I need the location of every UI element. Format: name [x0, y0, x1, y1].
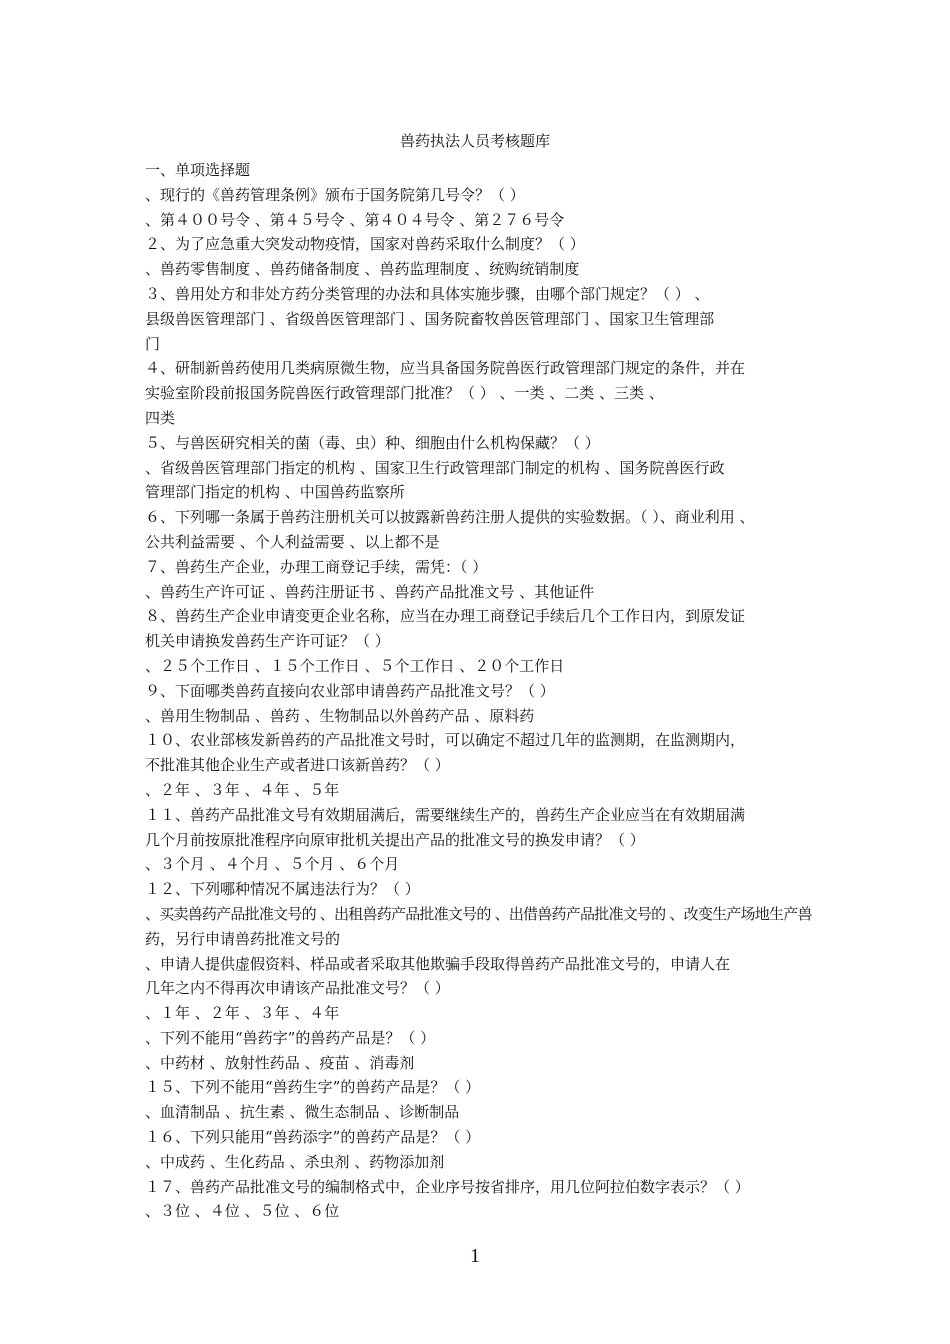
text-line: 几年之内不得再次申请该产品批准文号？（ ） — [145, 979, 450, 998]
text-line: 、３位 、４位 、５位 、６位 — [145, 1202, 340, 1221]
text-line: 几个月前按原批准程序向原审批机关提出产品的批准文号的换发申请？（ ） — [145, 830, 645, 849]
text-line: ９、下面哪类兽药直接向农业部申请兽药产品批准文号？（ ） — [145, 681, 555, 700]
text-line: 管理部门指定的机构 、中国兽药监察所 — [145, 483, 405, 502]
text-line: １７、兽药产品批准文号的编制格式中，企业序号按省排序，用几位阿拉伯数字表示？（ ） — [145, 1177, 750, 1196]
text-line: 、省级兽医管理部门指定的机构 、国家卫生行政管理部门制定的机构 、国务院兽医行政 — [145, 458, 725, 477]
text-line: １６、下列只能用“兽药添字”的兽药产品是？（ ） — [145, 1128, 481, 1147]
text-line: 四类 — [145, 408, 176, 427]
page-number: 1 — [470, 1245, 480, 1267]
text-line: ３、兽用处方和非处方药分类管理的办法和具体实施步骤，由哪个部门规定？（ ） 、 — [145, 284, 710, 303]
text-line: 、２５个工作日 、１５个工作日 、５个工作日 、２０个工作日 — [145, 656, 565, 675]
text-line: １１、兽药产品批准文号有效期届满后，需要继续生产的，兽药生产企业应当在有效期届满 — [145, 805, 746, 824]
text-line: 、兽药生产许可证 、兽药注册证书 、兽药产品批准文号 、其他证件 — [145, 582, 595, 601]
text-line: １５、下列不能用“兽药生字”的兽药产品是？（ ） — [145, 1078, 481, 1097]
text-line: １０、农业部核发新兽药的产品批准文号时，可以确定不超过几年的监测期，在监测期内， — [145, 731, 746, 750]
text-line: 、中成药 、生化药品 、杀虫剂 、药物添加剂 — [145, 1152, 445, 1171]
text-line: 、兽药零售制度 、兽药储备制度 、兽药监理制度 、统购统销制度 — [145, 260, 580, 279]
text-line: 一、单项选择题 — [145, 161, 251, 179]
text-line: ７、兽药生产企业，办理工商登记手续，需凭：（ ） — [145, 557, 488, 576]
text-line: 不批准其他企业生产或者进口该新兽药？（ ） — [145, 756, 450, 775]
text-line: 、２年 、３年 、４年 、５年 — [145, 780, 340, 799]
text-line: 药，另行申请兽药批准文号的 — [145, 929, 341, 948]
text-line: 县级兽医管理部门 、省级兽医管理部门 、国务院畜牧兽医管理部门 、国家卫生管理部 — [145, 309, 715, 328]
text-line: 、血清制品 、抗生素 、微生态制品 、诊断制品 — [145, 1103, 460, 1122]
text-line: 、下列不能用“兽药字”的兽药产品是？（ ） — [145, 1028, 436, 1047]
text-line: 、３个月 、４个月 、５个月 、６个月 — [145, 855, 400, 874]
text-line: ２、为了应急重大突发动物疫情，国家对兽药采取什么制度？（ ） — [145, 235, 585, 254]
text-line: ８、兽药生产企业申请变更企业名称，应当在办理工商登记手续后几个工作日内，到原发证 — [145, 607, 746, 626]
text-line: 、现行的《兽药管理条例》颁布于国务院第几号令？（ ） — [145, 185, 525, 204]
text-line: 实验室阶段前报国务院兽医行政管理部门批准？（ ） 、一类 、二类 、三类 、 — [145, 384, 664, 403]
text-line: 机关申请换发兽药生产许可证？（ ） — [145, 632, 390, 651]
text-line: 公共利益需要 、个人利益需要 、以上都不是 — [145, 532, 440, 551]
document-title: 兽药执法人员考核题库 — [399, 132, 550, 150]
text-line: ６、下列哪一条属于兽药注册机关可以披露新兽药注册人提供的实验数据。（ ）、商业利用 、 — [145, 508, 755, 527]
text-line: 、第４００号令 、第４５号令 、第４０４号令 、第２７６号令 — [145, 210, 565, 229]
text-line: 、兽用生物制品 、兽药 、生物制品以外兽药产品 、原料药 — [145, 706, 535, 725]
question-list — [145, 158, 813, 1224]
text-line: ４、研制新兽药使用几类病原微生物，应当具备国务院兽医行政管理部门规定的条件，并在 — [145, 359, 746, 378]
text-line: ５、与兽医研究相关的菌（毒、虫）种、细胞由什么机构保藏？（ ） — [145, 433, 600, 452]
text-line: 、申请人提供虚假资料、样品或者采取其他欺骗手段取得兽药产品批准文号的，申请人在 — [145, 954, 731, 973]
text-line: 、买卖兽药产品批准文号的 、出租兽药产品批准文号的 、出借兽药产品批准文号的 、改变生产场地生产兽 — [145, 904, 812, 923]
text-line: 、１年 、２年 、３年 、４年 — [145, 1004, 340, 1023]
text-line: 、中药材 、放射性药品 、疫苗 、消毒剂 — [145, 1053, 415, 1072]
text-line: 门 — [145, 334, 161, 353]
text-line: １２、下列哪种情况不属违法行为？（ ） — [145, 880, 420, 899]
